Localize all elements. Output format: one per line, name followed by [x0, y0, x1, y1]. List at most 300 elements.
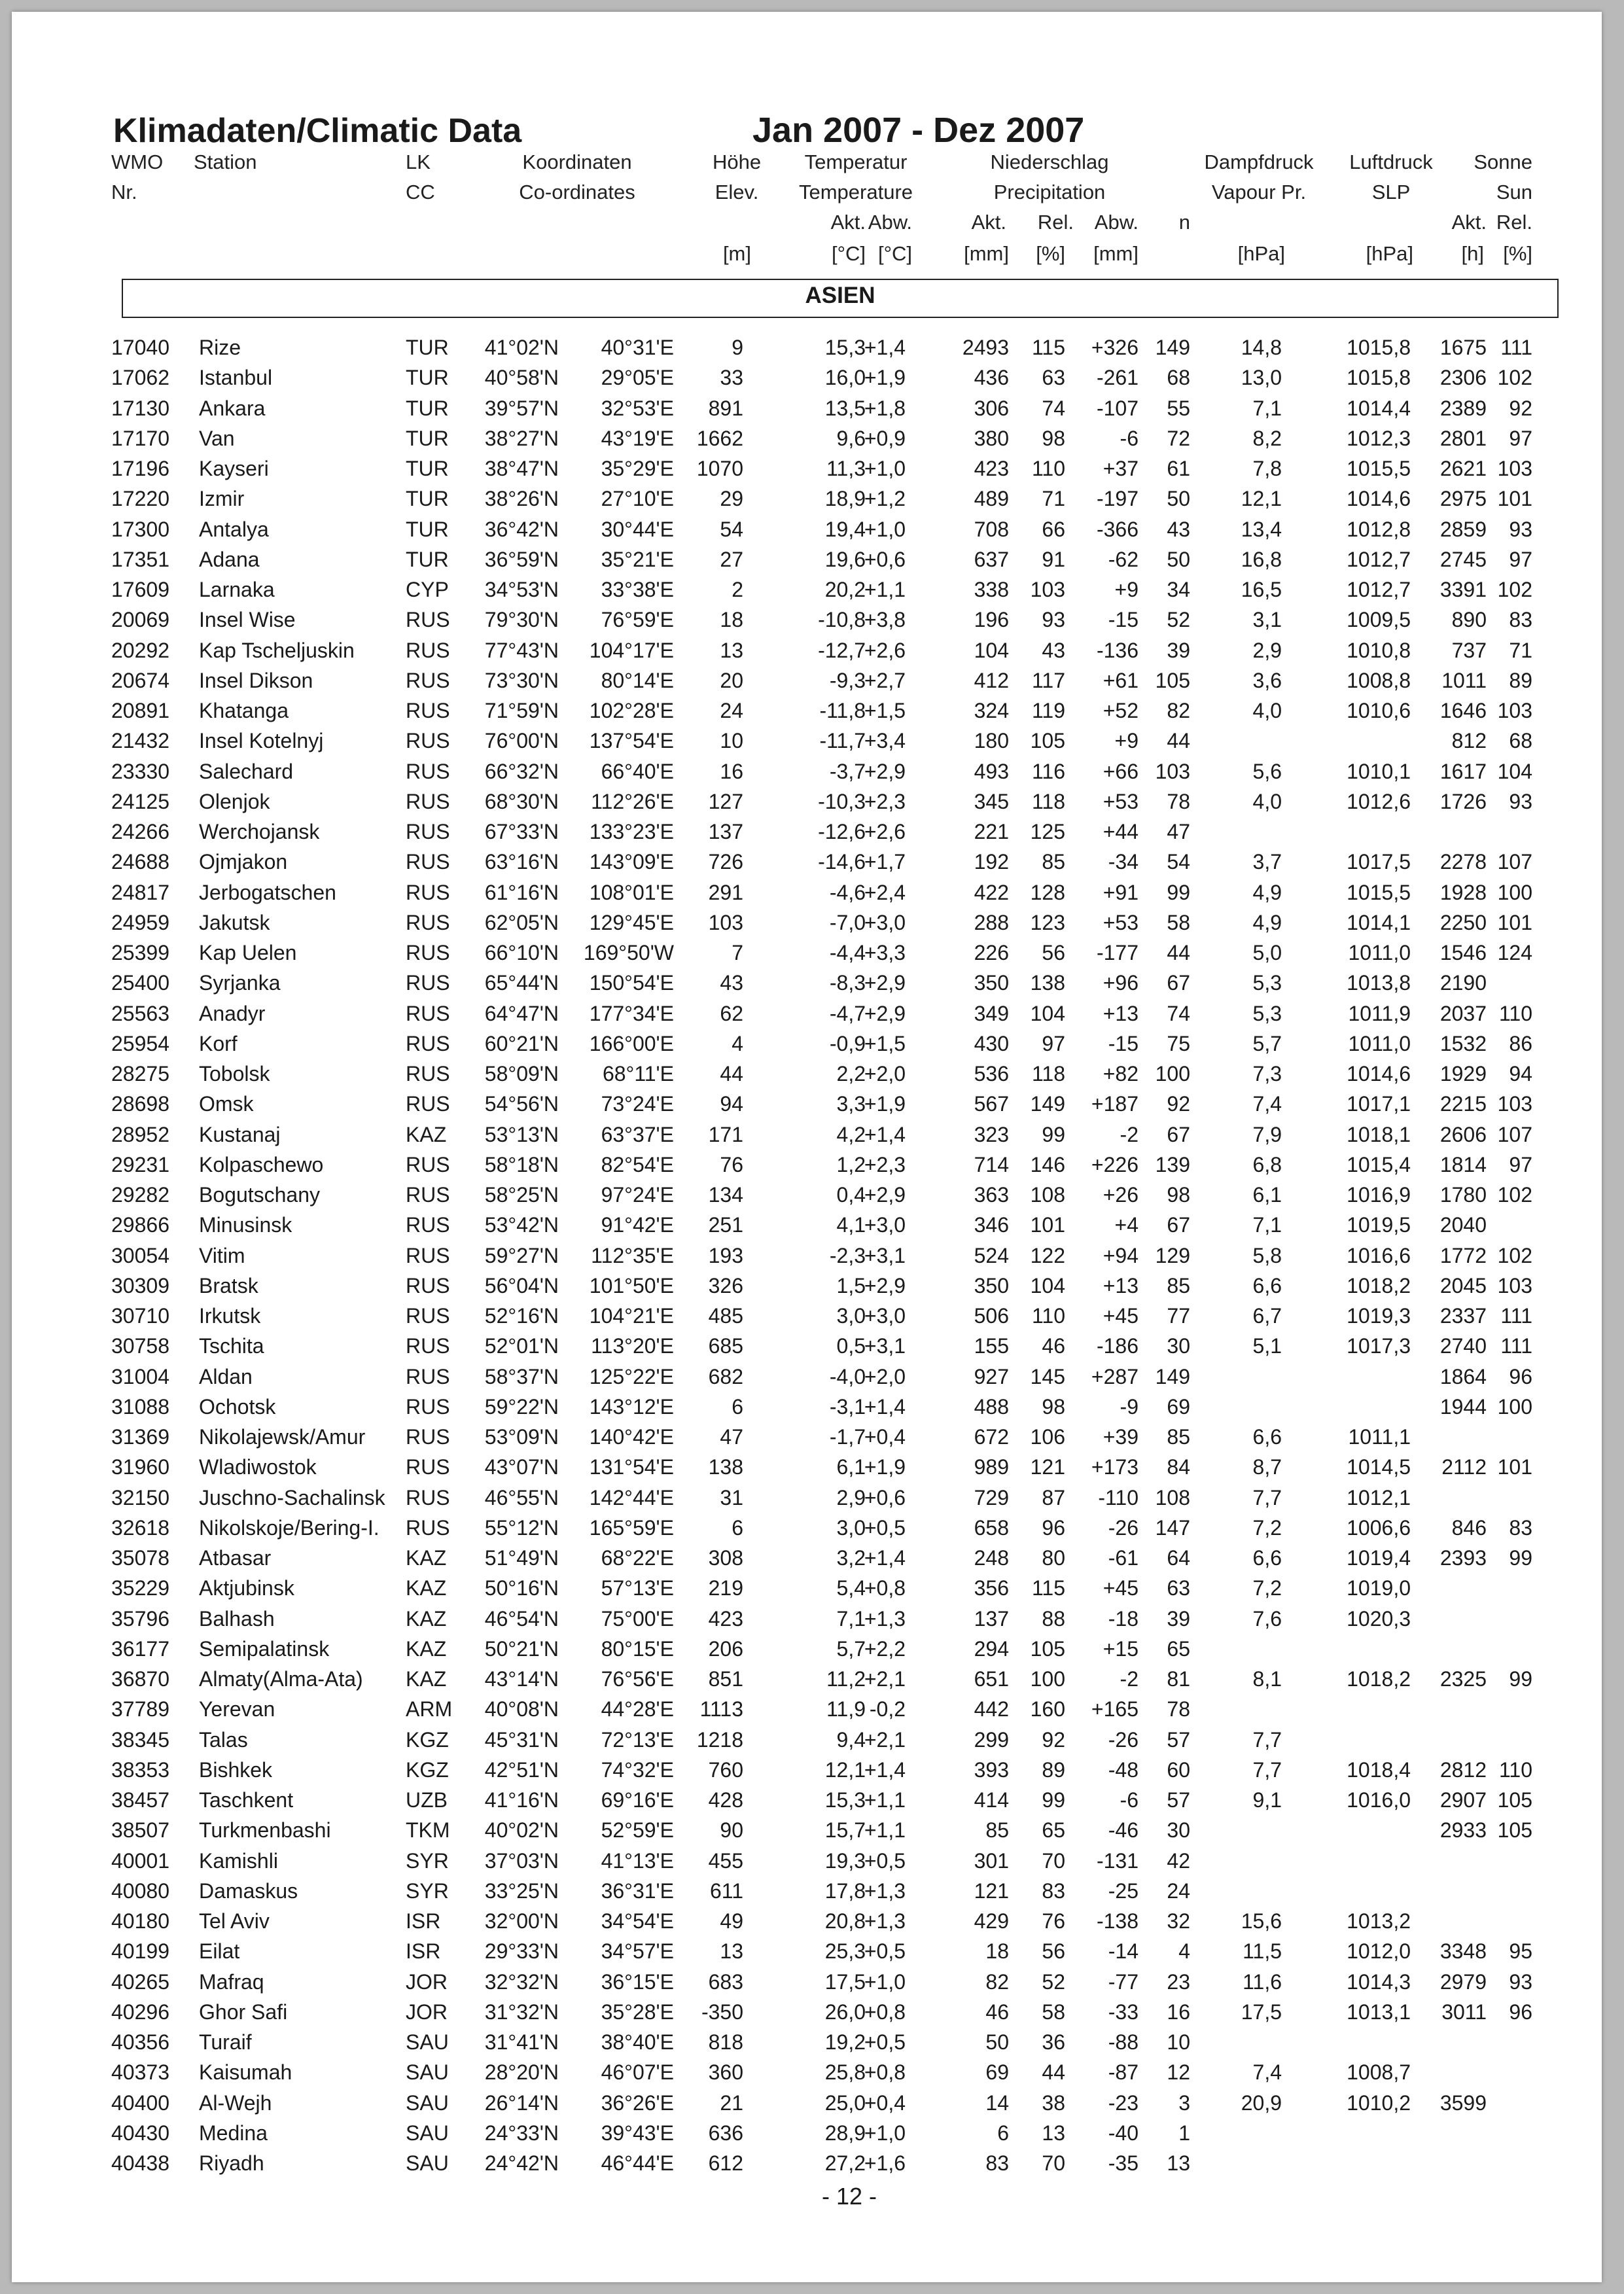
- station-name: Larnaka: [199, 578, 275, 601]
- precip-akt: 46: [985, 2000, 1009, 2024]
- vapour-pressure: 7,3: [1252, 1062, 1282, 1085]
- precip-abw: -197: [1096, 487, 1139, 511]
- temp-akt: 0,4: [836, 1183, 866, 1207]
- sea-level-pressure: 1011,1: [1348, 1425, 1411, 1449]
- latitude: 37°03'N: [484, 1848, 559, 1873]
- temp-abw: +1,2: [864, 487, 906, 511]
- precip-days: 44: [1167, 941, 1190, 964]
- elevation: 219: [708, 1576, 743, 1600]
- precip-akt: 338: [974, 578, 1009, 601]
- longitude: 104°21'E: [589, 1304, 674, 1328]
- precip-abw: +91: [1103, 880, 1139, 904]
- precip-akt: 288: [974, 910, 1009, 934]
- table-row: [12, 484, 1602, 514]
- longitude: 69°16'E: [601, 1788, 674, 1812]
- longitude: 68°11'E: [602, 1062, 674, 1085]
- precip-rel: 116: [1031, 759, 1065, 783]
- station-name: Kap Uelen: [199, 941, 297, 964]
- elevation: 423: [708, 1606, 743, 1631]
- vapour-pressure: 3,6: [1252, 668, 1282, 692]
- station-name: Tel Aviv: [199, 1909, 270, 1933]
- wmo-number: 30758: [111, 1334, 169, 1358]
- country-code: TUR: [406, 426, 449, 450]
- temp-abw: +1,0: [864, 457, 906, 480]
- precip-rel: 160: [1030, 1697, 1065, 1721]
- sea-level-pressure: 1017,1: [1347, 1092, 1411, 1116]
- wmo-number: 35229: [111, 1576, 169, 1600]
- temp-akt: -3,7: [829, 759, 866, 783]
- country-code: RUS: [406, 910, 450, 934]
- sea-level-pressure: 1019,5: [1347, 1213, 1411, 1237]
- elevation: 94: [720, 1092, 743, 1116]
- sun-rel: 124: [1497, 941, 1532, 964]
- station-name: Eilat: [199, 1939, 240, 1964]
- table-row: [12, 908, 1602, 938]
- temp-akt: 5,7: [836, 1636, 866, 1661]
- wmo-number: 38457: [111, 1788, 169, 1812]
- temp-abw: +2,3: [864, 1152, 906, 1176]
- wmo-number: 36177: [111, 1636, 169, 1661]
- unit-elev: [m]: [722, 242, 751, 265]
- longitude: 43°19'E: [601, 426, 674, 450]
- precip-abw: -6: [1120, 426, 1139, 450]
- vapour-pressure: 7,1: [1252, 396, 1282, 420]
- table-row: [12, 1997, 1602, 2027]
- country-code: KGZ: [406, 1757, 449, 1782]
- precip-rel: 92: [1042, 1727, 1065, 1752]
- precip-akt: 729: [974, 1485, 1009, 1509]
- latitude: 26°14'N: [484, 2091, 559, 2115]
- longitude: 33°38'E: [601, 578, 674, 601]
- precip-akt: 345: [974, 789, 1009, 813]
- latitude: 43°14'N: [484, 1667, 559, 1691]
- temp-abw: +2,1: [864, 1727, 906, 1752]
- unit-vapour: [hPa]: [1237, 242, 1285, 265]
- precip-akt: 442: [974, 1697, 1009, 1721]
- temp-abw: +3,1: [864, 1334, 906, 1358]
- temp-akt: 19,3: [824, 1848, 866, 1873]
- sea-level-pressure: 1015,4: [1347, 1152, 1411, 1176]
- sun-hours: 2325: [1439, 1667, 1487, 1691]
- table-row: [12, 1150, 1602, 1180]
- sun-hours: 2045: [1439, 1273, 1487, 1297]
- wmo-number: 25954: [111, 1031, 169, 1055]
- precip-rel: 88: [1042, 1606, 1065, 1631]
- sea-level-pressure: 1015,5: [1347, 880, 1411, 904]
- temp-abw: +2,0: [864, 1364, 906, 1388]
- latitude: 31°32'N: [484, 2000, 559, 2024]
- precip-rel: 97: [1042, 1031, 1065, 1055]
- latitude: 40°58'N: [484, 366, 559, 390]
- temp-abw: +0,8: [864, 2060, 906, 2085]
- unit-sun-rel: [%]: [1503, 242, 1532, 265]
- precip-abw: +287: [1091, 1364, 1139, 1388]
- temp-abw: +1,7: [864, 850, 906, 874]
- sun-rel: 97: [1509, 1152, 1532, 1176]
- elevation: 16: [720, 759, 743, 783]
- table-row: [12, 605, 1602, 635]
- sun-hours: 890: [1451, 608, 1487, 632]
- temp-akt: 20,2: [824, 578, 866, 601]
- precip-days: 3: [1178, 2091, 1190, 2115]
- temp-abw: +1,4: [864, 1546, 906, 1570]
- table-row: [12, 1089, 1602, 1119]
- temp-abw: +0,9: [864, 426, 906, 450]
- station-name: Izmir: [199, 487, 245, 511]
- precip-akt: 155: [974, 1334, 1009, 1358]
- precip-days: 81: [1167, 1667, 1190, 1691]
- latitude: 38°26'N: [484, 487, 559, 511]
- table-row: [12, 696, 1602, 726]
- sea-level-pressure: 1016,9: [1347, 1183, 1411, 1207]
- temp-abw: +1,0: [864, 1969, 906, 1994]
- sun-rel: 96: [1509, 2000, 1532, 2024]
- wmo-number: 28275: [111, 1062, 169, 1085]
- precip-days: 129: [1155, 1243, 1190, 1267]
- longitude: 108°01'E: [589, 880, 674, 904]
- country-code: RUS: [406, 699, 450, 722]
- station-name: Istanbul: [199, 366, 273, 390]
- page-number: - 12 -: [821, 2183, 877, 2210]
- precip-abw: -46: [1108, 1818, 1139, 1843]
- station-name: Semipalatinsk: [199, 1636, 330, 1661]
- latitude: 56°04'N: [484, 1273, 559, 1297]
- unit-precip-abw: [mm]: [1093, 242, 1139, 265]
- table-row: [12, 1180, 1602, 1210]
- sea-level-pressure: 1009,5: [1347, 608, 1411, 632]
- latitude: 68°30'N: [484, 789, 559, 813]
- longitude: 35°28'E: [601, 2000, 674, 2024]
- precip-akt: 294: [974, 1636, 1009, 1661]
- country-code: SAU: [406, 2091, 449, 2115]
- precip-abw: +165: [1091, 1697, 1139, 1721]
- latitude: 51°49'N: [484, 1546, 559, 1570]
- country-code: RUS: [406, 1213, 450, 1237]
- station-name: Damaskus: [199, 1879, 298, 1903]
- precip-rel: 83: [1042, 1879, 1065, 1903]
- table-row: [12, 1392, 1602, 1422]
- country-code: RUS: [406, 1092, 450, 1116]
- country-code: RUS: [406, 1485, 450, 1509]
- elevation: 455: [708, 1848, 743, 1873]
- header-wmo: WMO: [111, 150, 164, 173]
- country-code: JOR: [406, 2000, 448, 2024]
- station-name: Aldan: [199, 1364, 253, 1388]
- header-vapour: Dampfdruck: [1204, 150, 1314, 173]
- wmo-number: 35078: [111, 1546, 169, 1570]
- precip-days: 16: [1167, 2000, 1190, 2024]
- longitude: 102°28'E: [589, 699, 674, 722]
- latitude: 36°42'N: [484, 517, 559, 541]
- table-row: [12, 1785, 1602, 1815]
- wmo-number: 20891: [111, 699, 169, 722]
- precip-abw: +45: [1103, 1304, 1139, 1328]
- temp-abw: +3,0: [864, 1304, 906, 1328]
- temp-abw: +2,9: [864, 1183, 906, 1207]
- precip-abw: +37: [1103, 457, 1139, 480]
- precip-rel: 66: [1042, 517, 1065, 541]
- vapour-pressure: 7,1: [1252, 1213, 1282, 1237]
- temp-akt: -4,4: [829, 941, 866, 964]
- station-name: Minusinsk: [199, 1213, 292, 1237]
- longitude: 82°54'E: [601, 1152, 674, 1176]
- precip-days: 85: [1167, 1425, 1190, 1449]
- table-row: [12, 1059, 1602, 1089]
- sun-rel: 89: [1509, 668, 1532, 692]
- table-row: [12, 1634, 1602, 1664]
- sun-hours: 1646: [1439, 699, 1487, 722]
- latitude: 53°42'N: [484, 1213, 559, 1237]
- table-row: [12, 453, 1602, 484]
- vapour-pressure: 13,0: [1241, 366, 1282, 390]
- header-coordinates: Co-ordinates: [519, 181, 635, 203]
- vapour-pressure: 5,0: [1252, 941, 1282, 964]
- elevation: 24: [720, 699, 743, 722]
- header-temp-abw: Abw.: [868, 211, 912, 234]
- sun-rel: 68: [1509, 729, 1532, 753]
- longitude: 35°21'E: [601, 547, 674, 571]
- precip-days: 149: [1155, 1364, 1190, 1388]
- temp-akt: 2,9: [836, 1485, 866, 1509]
- temp-abw: +0,4: [864, 1425, 906, 1449]
- vapour-pressure: 7,7: [1252, 1485, 1282, 1509]
- table-row: [12, 726, 1602, 756]
- precip-abw: -110: [1098, 1485, 1139, 1509]
- precip-rel: 98: [1042, 1394, 1065, 1419]
- precip-days: 12: [1167, 2060, 1190, 2085]
- station-name: Insel Dikson: [199, 668, 313, 692]
- temp-abw: +1,3: [864, 1909, 906, 1933]
- elevation: 21: [720, 2091, 743, 2115]
- latitude: 66°32'N: [484, 759, 559, 783]
- temp-abw: +2,9: [864, 1001, 906, 1025]
- vapour-pressure: 17,5: [1241, 2000, 1282, 2024]
- country-code: TUR: [406, 366, 449, 390]
- wmo-number: 17040: [111, 336, 169, 359]
- sea-level-pressure: 1020,3: [1347, 1606, 1411, 1631]
- longitude: 63°37'E: [601, 1122, 674, 1146]
- temp-akt: -10,8: [818, 608, 866, 632]
- vapour-pressure: 9,1: [1252, 1788, 1282, 1812]
- temp-akt: 6,1: [836, 1455, 866, 1479]
- temp-akt: 11,9: [826, 1697, 866, 1721]
- sea-level-pressure: 1014,1: [1347, 910, 1411, 934]
- wmo-number: 40400: [111, 2091, 169, 2115]
- wmo-number: 30710: [111, 1304, 169, 1328]
- country-code: RUS: [406, 729, 450, 753]
- precip-rel: 138: [1030, 971, 1065, 995]
- precip-days: 39: [1167, 1606, 1190, 1631]
- vapour-pressure: 6,7: [1252, 1304, 1282, 1328]
- precip-days: 30: [1167, 1818, 1190, 1843]
- latitude: 40°02'N: [484, 1818, 559, 1843]
- precip-rel: 99: [1042, 1788, 1065, 1812]
- sun-rel: 103: [1497, 699, 1532, 722]
- vapour-pressure: 7,6: [1252, 1606, 1282, 1631]
- longitude: 44°28'E: [601, 1697, 674, 1721]
- temp-akt: 9,6: [836, 426, 866, 450]
- precip-abw: -107: [1096, 396, 1139, 420]
- precip-days: 105: [1155, 668, 1190, 692]
- precip-akt: 412: [974, 668, 1009, 692]
- header-sun-en: Sun: [1496, 181, 1532, 203]
- sun-hours: 2907: [1439, 1788, 1487, 1812]
- temp-abw: +0,8: [864, 2000, 906, 2024]
- elevation: 1070: [696, 457, 743, 480]
- longitude: 39°43'E: [601, 2121, 674, 2145]
- sun-rel: 71: [1509, 638, 1532, 662]
- sun-rel: 83: [1509, 608, 1532, 632]
- precip-rel: 80: [1042, 1546, 1065, 1570]
- sun-rel: 96: [1509, 1364, 1532, 1388]
- temp-akt: 3,0: [836, 1304, 866, 1328]
- precip-rel: 76: [1042, 1909, 1065, 1933]
- vapour-pressure: 4,9: [1252, 910, 1282, 934]
- country-code: KAZ: [406, 1576, 447, 1600]
- country-code: CYP: [406, 578, 449, 601]
- sun-hours: 1726: [1439, 789, 1487, 813]
- temp-abw: +2,0: [864, 1062, 906, 1085]
- wmo-number: 25400: [111, 971, 169, 995]
- sun-hours: 1928: [1439, 880, 1487, 904]
- longitude: 30°44'E: [601, 517, 674, 541]
- precip-rel: 106: [1030, 1425, 1065, 1449]
- elevation: 54: [720, 517, 743, 541]
- latitude: 33°25'N: [484, 1879, 559, 1903]
- vapour-pressure: 8,7: [1252, 1455, 1282, 1479]
- precip-abw: -131: [1096, 1848, 1139, 1873]
- temp-akt: -11,7: [819, 729, 866, 753]
- elevation: 485: [708, 1304, 743, 1328]
- latitude: 38°47'N: [484, 457, 559, 480]
- latitude: 41°16'N: [484, 1788, 559, 1812]
- elevation: 127: [708, 789, 743, 813]
- station-name: Antalya: [199, 517, 269, 541]
- precip-rel: 56: [1042, 1939, 1065, 1964]
- unit-precip-rel: [%]: [1036, 242, 1065, 265]
- sea-level-pressure: 1015,8: [1347, 366, 1411, 390]
- country-code: RUS: [406, 1183, 450, 1207]
- vapour-pressure: 6,1: [1252, 1183, 1282, 1207]
- station-name: Omsk: [199, 1092, 254, 1116]
- sun-rel: 105: [1497, 1788, 1532, 1812]
- elevation: 636: [708, 2121, 743, 2145]
- table-row: [12, 1967, 1602, 1997]
- sea-level-pressure: 1010,8: [1347, 638, 1411, 662]
- precip-abw: -48: [1108, 1757, 1139, 1782]
- elevation: 13: [720, 638, 743, 662]
- temp-akt: 0,5: [836, 1334, 866, 1358]
- temp-abw: +3,8: [864, 608, 906, 632]
- temp-abw: +3,3: [864, 941, 906, 964]
- precip-rel: 145: [1030, 1364, 1065, 1388]
- vapour-pressure: 12,1: [1241, 487, 1282, 511]
- vapour-pressure: 7,2: [1252, 1576, 1282, 1600]
- table-row: [12, 1241, 1602, 1271]
- sun-hours: 3348: [1439, 1939, 1487, 1964]
- vapour-pressure: 5,3: [1252, 971, 1282, 995]
- latitude: 39°57'N: [484, 396, 559, 420]
- latitude: 36°59'N: [484, 547, 559, 571]
- elevation: 1662: [696, 426, 743, 450]
- temp-akt: 17,8: [824, 1879, 866, 1903]
- period-title: Jan 2007 - Dez 2007: [752, 111, 1085, 150]
- temp-abw: +3,0: [864, 910, 906, 934]
- station-name: Salechard: [199, 759, 294, 783]
- wmo-number: 38507: [111, 1818, 169, 1843]
- longitude: 40°31'E: [601, 336, 674, 359]
- table-row: [12, 1513, 1602, 1543]
- precip-days: 50: [1167, 487, 1190, 511]
- precip-days: 24: [1167, 1879, 1190, 1903]
- temp-abw: +0,5: [864, 1848, 906, 1873]
- precip-rel: 105: [1030, 1636, 1065, 1661]
- wmo-number: 20069: [111, 608, 169, 632]
- precip-akt: 423: [974, 457, 1009, 480]
- precip-abw: +15: [1103, 1636, 1139, 1661]
- elevation: 1218: [696, 1727, 743, 1752]
- sea-level-pressure: 1008,8: [1347, 668, 1411, 692]
- temp-abw: +1,9: [864, 1455, 906, 1479]
- sea-level-pressure: 1015,8: [1347, 336, 1411, 359]
- country-code: SAU: [406, 2121, 449, 2145]
- sun-rel: 95: [1509, 1939, 1532, 1964]
- latitude: 42°51'N: [484, 1757, 559, 1782]
- precip-akt: 430: [974, 1031, 1009, 1055]
- wmo-number: 24688: [111, 850, 169, 874]
- table-row: [12, 362, 1602, 393]
- precip-days: 103: [1155, 759, 1190, 783]
- elevation: 31: [720, 1485, 743, 1509]
- elevation: 18: [720, 608, 743, 632]
- latitude: 34°53'N: [484, 578, 559, 601]
- precip-abw: +82: [1103, 1062, 1139, 1085]
- station-name: Jerbogatschen: [199, 880, 336, 904]
- country-code: SYR: [406, 1879, 449, 1903]
- country-code: RUS: [406, 608, 450, 632]
- wmo-number: 40356: [111, 2030, 169, 2054]
- temp-akt: -8,3: [829, 971, 866, 995]
- sun-rel: 103: [1497, 1092, 1532, 1116]
- temp-abw: +1,4: [864, 1757, 906, 1782]
- station-name: Aktjubinsk: [199, 1576, 294, 1600]
- temp-abw: +1,6: [864, 2151, 906, 2175]
- precip-abw: +45: [1103, 1576, 1139, 1600]
- temp-akt: 3,2: [836, 1546, 866, 1570]
- sea-level-pressure: 1012,1: [1347, 1485, 1411, 1509]
- temp-akt: -10,3: [818, 789, 866, 813]
- latitude: 58°25'N: [484, 1183, 559, 1207]
- sea-level-pressure: 1013,8: [1347, 971, 1411, 995]
- temp-akt: -1,7: [829, 1425, 866, 1449]
- temp-akt: -0,9: [829, 1031, 866, 1055]
- sea-level-pressure: 1011,0: [1348, 1031, 1411, 1055]
- country-code: RUS: [406, 850, 450, 874]
- sea-level-pressure: 1008,7: [1347, 2060, 1411, 2085]
- document-page: [12, 12, 1602, 2282]
- temp-akt: 13,5: [824, 396, 866, 420]
- temp-abw: -0,2: [869, 1697, 906, 1721]
- sea-level-pressure: 1014,6: [1347, 487, 1411, 511]
- precip-akt: 18: [985, 1939, 1009, 1964]
- temp-akt: 1,5: [836, 1273, 866, 1297]
- precip-rel: 91: [1042, 547, 1065, 571]
- header-temperature: Temperature: [798, 181, 913, 203]
- sun-hours: 2979: [1439, 1969, 1487, 1994]
- vapour-pressure: 7,7: [1252, 1757, 1282, 1782]
- temp-akt: -7,0: [829, 910, 866, 934]
- table-row: [12, 544, 1602, 574]
